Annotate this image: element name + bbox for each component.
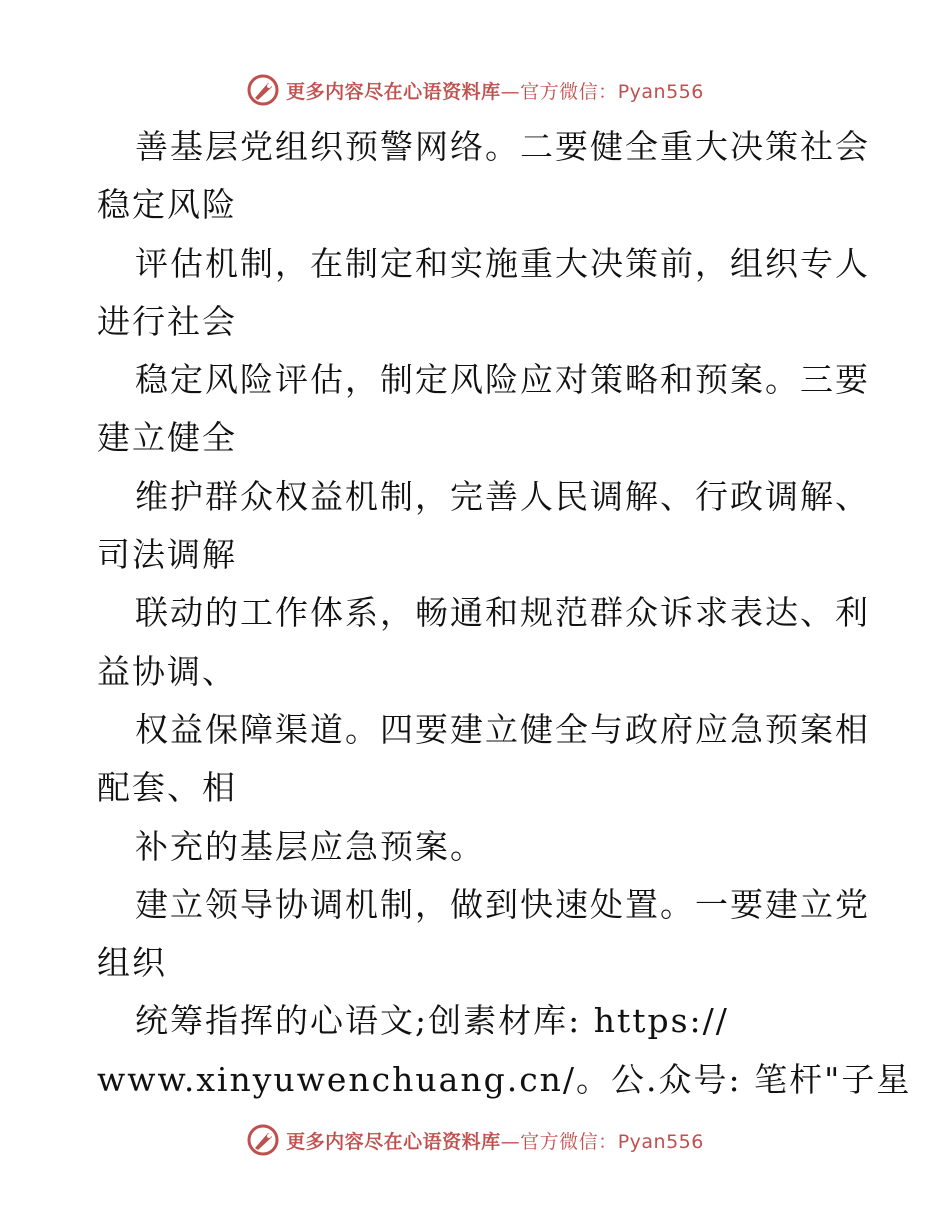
body-line-5: 稳定风险评估，制定风险应对策略和预案。三要 xyxy=(135,360,870,400)
header-banner-account: Pyan556 xyxy=(617,80,704,103)
body-line-14: 建立领导协调机制，做到快速处置。一要建立党 xyxy=(135,884,870,924)
footer-banner-dash: — xyxy=(500,1130,521,1153)
footer-banner-text xyxy=(286,1127,704,1154)
body-line-11: 权益保障渠道。四要建立健全与政府应急预案相 xyxy=(135,709,870,749)
header-banner-text xyxy=(286,77,704,104)
header-banner-suffix: 官方微信： xyxy=(520,80,618,103)
header-watermark-banner xyxy=(0,70,950,110)
body-line-7: 维护群众权益机制，完善人民调解、行政调解、 xyxy=(135,476,870,516)
body-line-13: 补充的基层应急预案。 xyxy=(135,826,485,866)
body-line-3: 评估机制，在制定和实施重大决策前，组织专人 xyxy=(135,243,870,283)
pen-nib-logo-icon xyxy=(246,1123,280,1157)
body-line-1: 善基层党组织预警网络。二要健全重大决策社会 xyxy=(135,127,870,166)
body-line-15: 组织 xyxy=(97,943,167,983)
body-line-16: 统筹指挥的心语文;创素材库: https:// xyxy=(135,1001,729,1041)
body-line-6: 建立健全 xyxy=(97,418,237,458)
footer-banner-suffix: 官方微信： xyxy=(520,1130,618,1153)
body-line-17: www.xinyuwenchuang.cn/。公.众号: 笔杆"子星 xyxy=(97,1059,912,1099)
footer-banner-title: 更多内容尽在心语资料库 xyxy=(286,1130,501,1153)
footer-banner-account: Pyan556 xyxy=(617,1130,704,1153)
body-line-8: 司法调解 xyxy=(97,535,237,575)
header-banner-title: 更多内容尽在心语资料库 xyxy=(286,80,501,103)
body-line-4: 进行社会 xyxy=(97,301,237,341)
body-line-10: 益协调、 xyxy=(97,651,237,691)
body-line-9: 联动的工作体系，畅通和规范群众诉求表达、利 xyxy=(135,593,870,633)
pen-nib-logo-icon xyxy=(246,73,280,107)
body-line-2: 稳定风险 xyxy=(97,185,237,225)
body-line-12: 配套、相 xyxy=(97,768,237,808)
header-banner-dash: — xyxy=(500,80,521,103)
footer-watermark-banner xyxy=(0,1120,950,1160)
document-body xyxy=(97,118,912,1109)
